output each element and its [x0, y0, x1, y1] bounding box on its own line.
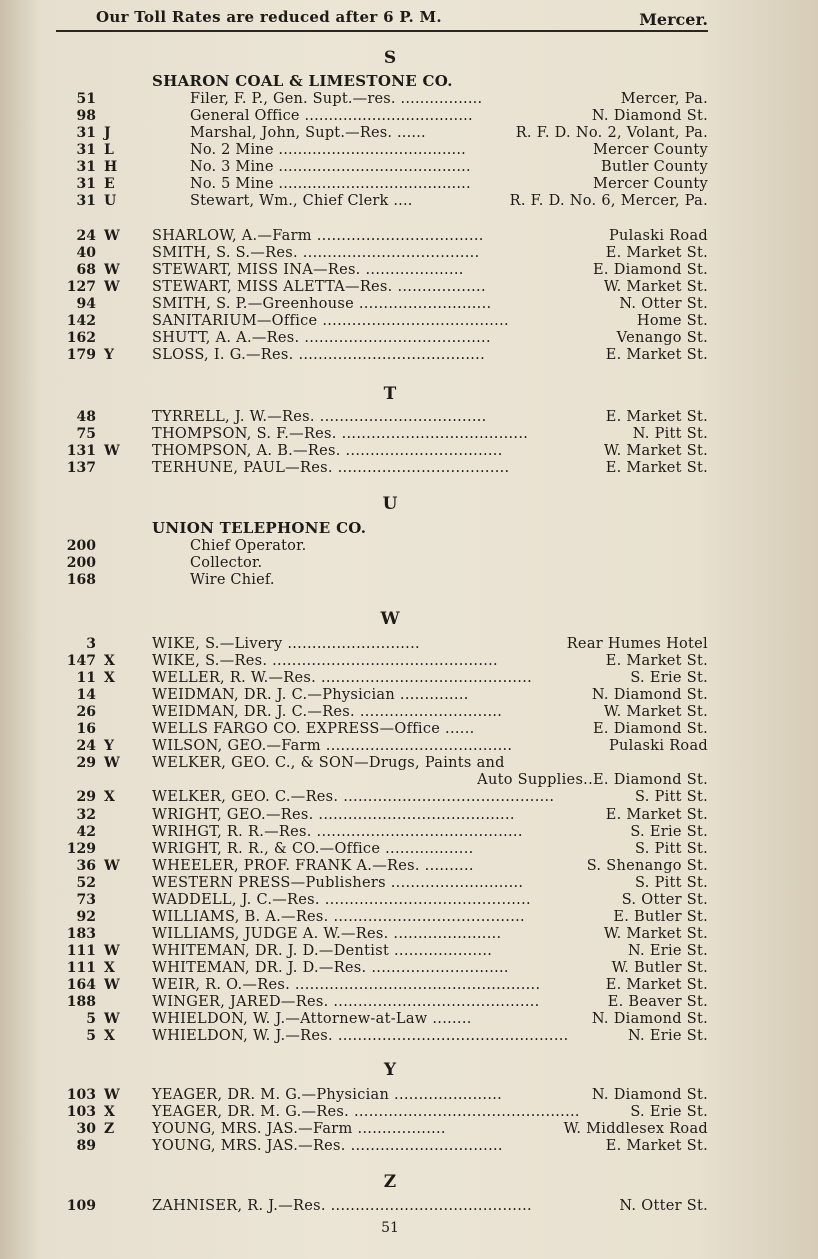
subscriber-location: E. Beaver St.	[607, 994, 708, 1011]
listing-row	[0, 142, 818, 159]
subscriber-location: W. Market St.	[603, 279, 708, 296]
subscriber-location: S. Pitt St.	[635, 789, 708, 806]
subscriber-name: WELKER, GEO. C.—Res. ...........................................	[152, 789, 555, 806]
subscriber-name: ZAHNISER, R. J.—Res. .........................................	[152, 1198, 532, 1214]
party-line-letter: H	[104, 159, 118, 176]
phone-number: 188	[66, 994, 96, 1011]
subscriber-location: E. Market St.	[605, 653, 708, 670]
subscriber-location: E. Diamond St.	[593, 721, 708, 738]
subscriber-name: No. 2 Mine .......................................	[190, 142, 466, 159]
phone-number: 31	[76, 142, 96, 159]
subscriber-location: N. Diamond St.	[591, 1011, 708, 1028]
company-heading	[0, 72, 818, 90]
listing-row	[0, 313, 818, 330]
subscriber-location: Venango St.	[616, 330, 708, 347]
subscriber-location: S. Pitt St.	[635, 840, 708, 857]
phone-number: 42	[76, 823, 96, 840]
listing-row	[0, 1138, 818, 1155]
listing-row	[0, 892, 818, 909]
listing-row	[0, 704, 818, 721]
subscriber-location: E. Butler St.	[613, 908, 708, 925]
subscriber-location: S. Erie St.	[630, 1104, 708, 1121]
listing-row	[0, 347, 818, 364]
phone-number: 11	[76, 670, 96, 687]
company-heading	[0, 519, 818, 537]
phone-number: 127	[66, 279, 96, 296]
listing-row	[0, 670, 818, 687]
party-line-letter: L	[104, 142, 114, 159]
phone-number: 16	[76, 721, 96, 738]
subscriber-location: N. Erie St.	[628, 942, 708, 959]
listing-row	[0, 1104, 818, 1121]
listing-row	[0, 262, 818, 279]
party-line-letter: W	[104, 1011, 120, 1028]
subscriber-location: S. Erie St.	[630, 670, 708, 687]
party-line-letter: Y	[104, 347, 114, 364]
listing-row	[0, 409, 818, 426]
subscriber-location: Rear Humes Hotel	[566, 636, 708, 652]
subscriber-location: E. Market St.	[605, 1138, 708, 1155]
section-letter-y: Y	[383, 1060, 397, 1080]
subscriber-name: WHEELER, PROF. FRANK A.—Res. ..........	[152, 857, 474, 874]
party-line-letter: X	[104, 653, 115, 670]
subscriber-name: No. 5 Mine ........................................	[190, 176, 471, 193]
phone-number: 183	[66, 925, 96, 942]
page-number: 51	[381, 1220, 399, 1236]
listing-row	[0, 125, 818, 142]
subscriber-location: W. Butler St.	[611, 959, 708, 976]
phone-number: 111	[66, 942, 96, 959]
listing-row	[0, 636, 818, 653]
subscriber-location: W. Market St.	[603, 925, 708, 942]
phone-number: 30	[76, 1121, 96, 1138]
phone-number: 24	[76, 228, 96, 244]
subscriber-name: THOMPSON, S. F.—Res. ......................................	[152, 426, 529, 443]
phone-number: 26	[76, 704, 96, 721]
listing-row	[0, 193, 818, 210]
party-line-letter: X	[104, 670, 115, 687]
phone-number: 48	[76, 409, 96, 425]
subscriber-name: WELLER, R. W.—Res. ...........................................	[152, 670, 533, 687]
phone-number: 5	[86, 1011, 96, 1028]
subscriber-location: E. Market St.	[605, 245, 708, 262]
subscriber-location: E. Market St.	[605, 977, 708, 993]
party-line-letter: W	[104, 279, 120, 296]
listing-row	[0, 91, 818, 108]
phone-number: 36	[76, 857, 96, 874]
phone-number: 98	[76, 108, 96, 125]
phone-number: 31	[76, 125, 96, 142]
subscriber-location: R. F. D. No. 6, Mercer, Pa.	[509, 193, 708, 210]
listing-row	[0, 176, 818, 193]
subscriber-name: YOUNG, MRS. JAS.—Res. ...............................	[152, 1138, 503, 1155]
subscriber-name: General Office ...................................	[190, 108, 473, 125]
listing-row	[0, 1121, 818, 1138]
subscriber-name: Chief Operator.	[190, 538, 307, 554]
subscriber-location: W. Middlesex Road	[563, 1121, 708, 1138]
party-line-letter: Y	[104, 738, 114, 755]
subscriber-name: SHARLOW, A.—Farm ..................................	[152, 228, 484, 244]
listing-row	[0, 1011, 818, 1028]
subscriber-location: N. Diamond St.	[591, 687, 708, 704]
subscriber-name: TYRRELL, J. W.—Res. ..................................	[152, 409, 487, 425]
subscriber-location: N. Otter St.	[619, 1198, 708, 1214]
listing-row	[0, 279, 818, 296]
phone-number: 168	[66, 572, 96, 589]
listing-row	[0, 1028, 818, 1045]
party-line-letter: W	[104, 443, 120, 460]
page-header	[56, 4, 708, 32]
listing-row	[0, 330, 818, 347]
subscriber-location: N. Diamond St.	[591, 108, 708, 125]
company-name: UNION TELEPHONE CO.	[152, 519, 367, 537]
listing-row	[0, 824, 818, 841]
party-line-letter: X	[104, 959, 115, 976]
subscriber-name: WESTERN PRESS—Publishers ...........................	[152, 874, 524, 891]
party-line-letter: X	[104, 1104, 115, 1121]
subscriber-name: THOMPSON, A. B.—Res. ................................	[152, 443, 503, 460]
subscriber-location: N. Otter St.	[619, 296, 708, 313]
phone-number: 32	[76, 806, 96, 823]
party-line-letter: W	[104, 942, 120, 959]
phone-number: 40	[76, 245, 96, 262]
party-line-letter: J	[104, 125, 111, 142]
phone-number: 147	[66, 653, 96, 670]
listing-row	[0, 296, 818, 313]
listing-row	[0, 572, 818, 589]
listing-row	[0, 772, 818, 789]
listing-row	[0, 228, 818, 245]
subscriber-name: WEIR, R. O.—Res. ..................................................	[152, 977, 541, 993]
section-letter-u: U	[382, 494, 398, 514]
party-line-letter: W	[104, 1087, 120, 1103]
listing-row	[0, 460, 818, 477]
phone-number: 129	[66, 840, 96, 857]
subscriber-location: S. Erie St.	[630, 823, 708, 840]
section-letter-z: Z	[383, 1172, 397, 1192]
phone-number: 162	[66, 330, 96, 347]
subscriber-name: Filer, F. P., Gen. Supt.—res. .................	[190, 91, 483, 107]
party-line-letter: Z	[104, 1121, 115, 1138]
listing-row	[0, 721, 818, 738]
subscriber-location: Pulaski Road	[608, 228, 708, 244]
subscriber-location: Pulaski Road	[608, 738, 708, 755]
subscriber-location: W. Market St.	[603, 443, 708, 460]
subscriber-location: E. Market St.	[605, 409, 708, 425]
phone-number: 14	[76, 687, 96, 704]
phone-number: 200	[66, 555, 96, 572]
toll-rates-notice: Our Toll Rates are reduced after 6 P. M.	[96, 8, 442, 26]
subscriber-location: S. Shenango St.	[586, 857, 708, 874]
phone-number: 3	[86, 636, 96, 652]
listing-row	[0, 994, 818, 1011]
subscriber-location: R. F. D. No. 2, Volant, Pa.	[515, 125, 708, 142]
phone-number: 111	[66, 959, 96, 976]
party-line-letter: W	[104, 228, 120, 244]
party-line-letter: U	[104, 193, 117, 210]
subscriber-name: WEIDMAN, DR. J. C.—Res. .............................	[152, 704, 503, 721]
subscriber-location: W. Market St.	[603, 704, 708, 721]
listing-row	[0, 909, 818, 926]
phone-number: 164	[66, 977, 96, 993]
subscriber-name: SHUTT, A. A.—Res. ......................................	[152, 330, 491, 347]
subscriber-name: WADDELL, J. C.—Res. ..........................................	[152, 891, 531, 908]
listing-row	[0, 926, 818, 943]
subscriber-name: STEWART, MISS ALETTA—Res. ..................	[152, 279, 486, 296]
subscriber-name: WHITEMAN, DR. J. D.—Dentist ....................	[152, 942, 493, 959]
phone-number: 103	[66, 1087, 96, 1103]
subscriber-name: WILSON, GEO.—Farm ......................................	[152, 738, 513, 755]
listing-row	[0, 159, 818, 176]
subscriber-name: STEWART, MISS INA—Res. ....................	[152, 262, 464, 279]
subscriber-location: E. Market St.	[605, 460, 708, 477]
party-line-letter: E	[104, 176, 115, 193]
party-line-letter: W	[104, 857, 120, 874]
listing-row	[0, 1087, 818, 1104]
phone-number: 109	[66, 1198, 96, 1214]
listing-row	[0, 977, 818, 994]
phone-number: 92	[76, 908, 96, 925]
phone-number: 200	[66, 538, 96, 554]
subscriber-name: Wire Chief.	[190, 572, 275, 589]
subscriber-name: YEAGER, DR. M. G.—Res. ..............................................	[152, 1104, 580, 1121]
listing-row	[0, 738, 818, 755]
phone-number: 31	[76, 193, 96, 210]
listing-row	[0, 960, 818, 977]
subscriber-name: Marshal, John, Supt.—Res. ......	[190, 125, 426, 142]
subscriber-location: E. Market St.	[605, 347, 708, 364]
town-name: Mercer.	[639, 10, 708, 29]
listing-row	[0, 943, 818, 960]
subscriber-name: WRIGHT, R. R., & CO.—Office ..................	[152, 840, 474, 857]
phone-number: 103	[66, 1104, 96, 1121]
subscriber-location: N. Erie St.	[628, 1028, 708, 1045]
listing-row	[0, 807, 818, 824]
listing-row	[0, 875, 818, 892]
party-line-letter: X	[104, 1028, 115, 1045]
subscriber-location: E. Diamond St.	[593, 262, 708, 279]
subscriber-name: WELLS FARGO CO. EXPRESS—Office ......	[152, 721, 475, 738]
subscriber-name: Collector.	[190, 555, 263, 572]
subscriber-location: S. Otter St.	[621, 891, 708, 908]
phone-number: 68	[76, 262, 96, 279]
listing-row	[0, 245, 818, 262]
phone-number: 137	[66, 460, 96, 477]
company-name: SHARON COAL & LIMESTONE CO.	[152, 72, 453, 90]
subscriber-location: Butler County	[601, 159, 708, 176]
listing-row	[0, 1198, 818, 1215]
listing-row	[0, 653, 818, 670]
subscriber-name: SMITH, S. P.—Greenhouse ...........................	[152, 296, 492, 313]
subscriber-location: Mercer, Pa.	[620, 91, 708, 107]
subscriber-name: YEAGER, DR. M. G.—Physician ......................	[152, 1087, 503, 1103]
section-letter-t: T	[383, 384, 397, 404]
subscriber-location: Home St.	[636, 313, 708, 330]
subscriber-name: SLOSS, I. G.—Res. ......................................	[152, 347, 485, 364]
phone-number: 89	[76, 1138, 96, 1155]
party-line-letter: X	[104, 789, 115, 806]
subscriber-location: N. Pitt St.	[632, 426, 708, 443]
subscriber-location: E. Market St.	[605, 806, 708, 823]
phone-number: 75	[76, 426, 96, 443]
phone-number: 24	[76, 738, 96, 755]
subscriber-name: WIKE, S.—Livery ...........................	[152, 636, 420, 652]
party-line-letter: W	[104, 977, 120, 993]
section-letter-s: S	[383, 48, 397, 68]
subscriber-location: S. Pitt St.	[635, 874, 708, 891]
subscriber-location: Mercer County	[592, 142, 708, 159]
listing-row	[0, 108, 818, 125]
subscriber-name: WHIELDON, W. J.—Res. ...............................................	[152, 1028, 569, 1045]
phone-number: 94	[76, 296, 96, 313]
phone-number: 142	[66, 313, 96, 330]
listing-row	[0, 858, 818, 875]
listing-row	[0, 789, 818, 806]
phone-number: 51	[76, 91, 96, 107]
listing-row	[0, 755, 818, 772]
phone-number: 73	[76, 891, 96, 908]
subscriber-name: WIKE, S.—Res. ..............................................	[152, 653, 498, 670]
subscriber-location: Auto Supplies..E. Diamond St.	[477, 772, 708, 789]
phone-number: 179	[66, 347, 96, 364]
party-line-letter: W	[104, 262, 120, 279]
listing-row	[0, 426, 818, 443]
subscriber-name: WHIELDON, W. J.—Attornew-at-Law ........	[152, 1011, 472, 1028]
listing-row	[0, 443, 818, 460]
subscriber-name: WINGER, JARED—Res. ..........................................	[152, 994, 540, 1011]
subscriber-location: N. Diamond St.	[591, 1087, 708, 1103]
subscriber-name: WRIHGT, R. R.—Res. ..........................................	[152, 823, 523, 840]
subscriber-name: Stewart, Wm., Chief Clerk ....	[190, 193, 413, 210]
subscriber-name: WILLIAMS, JUDGE A. W.—Res. ......................	[152, 925, 502, 942]
subscriber-name: WILLIAMS, B. A.—Res. .......................................	[152, 908, 525, 925]
subscriber-name: WHITEMAN, DR. J. D.—Res. ............................	[152, 959, 509, 976]
subscriber-name: YOUNG, MRS. JAS.—Farm ..................	[152, 1121, 446, 1138]
subscriber-name: WEIDMAN, DR. J. C.—Physician ..............	[152, 687, 469, 704]
subscriber-name: WRIGHT, GEO.—Res. ........................................	[152, 806, 515, 823]
phone-number: 5	[86, 1028, 96, 1045]
subscriber-name: SANITARIUM—Office ......................................	[152, 313, 509, 330]
listing-row	[0, 555, 818, 572]
listing-row	[0, 841, 818, 858]
subscriber-name: TERHUNE, PAUL—Res. ...................................	[152, 460, 510, 477]
phone-number: 31	[76, 176, 96, 193]
phone-number: 52	[76, 874, 96, 891]
subscriber-location: Mercer County	[592, 176, 708, 193]
phone-number: 31	[76, 159, 96, 176]
listing-row	[0, 538, 818, 555]
party-line-letter: W	[104, 755, 120, 772]
subscriber-name: WELKER, GEO. C., & SON—Drugs, Paints and	[152, 755, 505, 772]
phone-number: 29	[76, 789, 96, 806]
subscriber-name: SMITH, S. S.—Res. ....................................	[152, 245, 480, 262]
subscriber-name: No. 3 Mine ........................................	[190, 159, 471, 176]
listing-row	[0, 687, 818, 704]
phone-number: 29	[76, 755, 96, 772]
section-letter-w: W	[380, 609, 400, 629]
phone-number: 131	[66, 443, 96, 460]
